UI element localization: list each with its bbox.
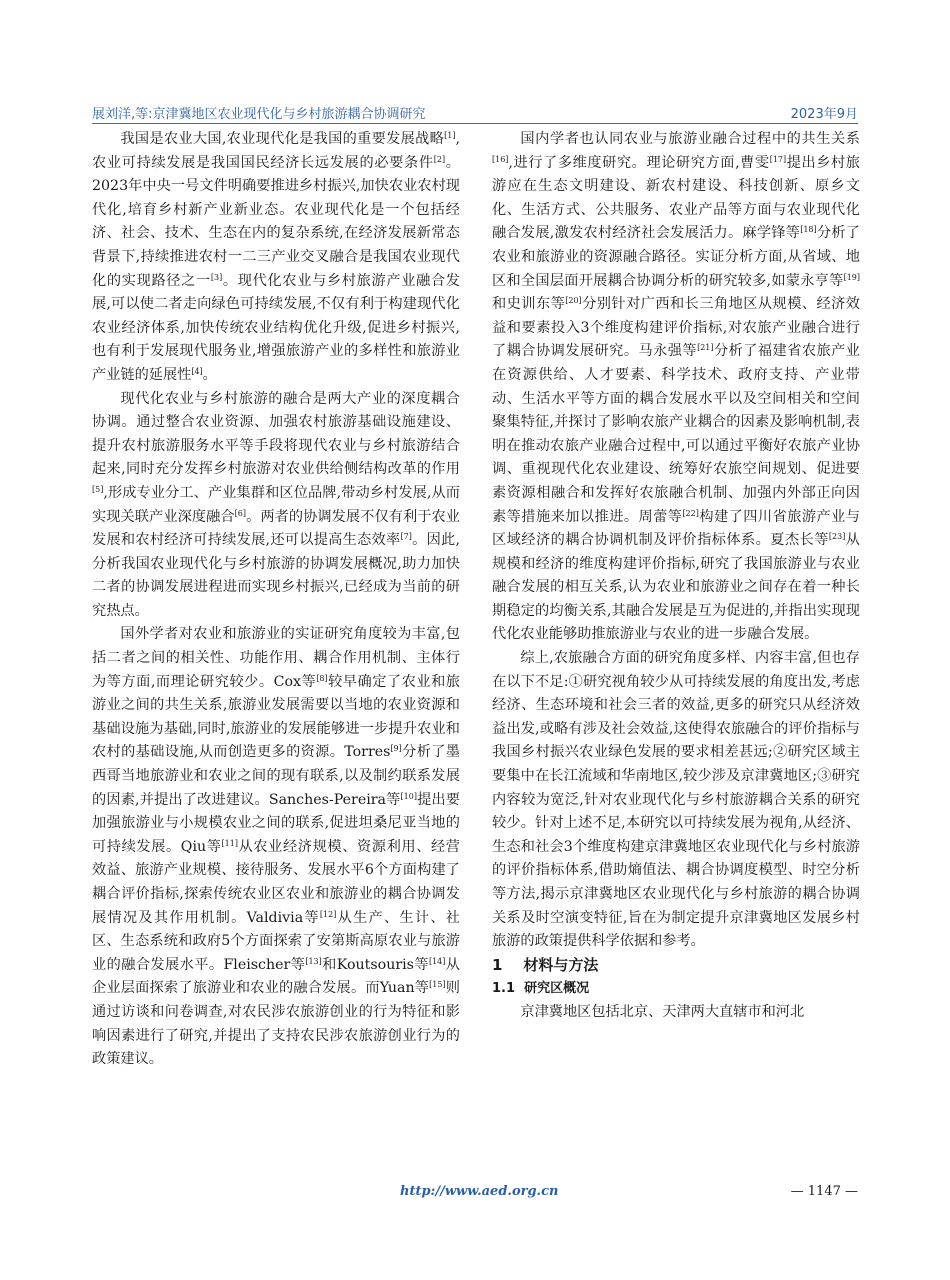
subsection-number: 1.1 xyxy=(492,981,516,997)
citation-ref: [3] xyxy=(210,272,223,282)
citation-ref: [21] xyxy=(697,343,714,353)
journal-url[interactable]: http://www.aed.org.cn xyxy=(400,1184,559,1199)
citation-ref: [20] xyxy=(565,296,582,306)
citation-ref: [15] xyxy=(429,980,446,990)
citation-ref: [1] xyxy=(444,131,456,140)
section-heading-1 xyxy=(492,954,860,978)
citation-ref: [2] xyxy=(433,154,446,164)
paragraph-4: 国内学者也认同农业与旅游业融合过程中的共生关系[16],进行了多维度研究。理论研究方面,曹雯[17]提出乡村旅游应在生态文明建设、新农村建设、科技创新、原乡文化、生活方式、公共服务、农业产品等方面与农业现代化融合发展,激发农村经济社会发展活力。麻学锋等[18]分析了农业和旅游业的资源融合路径。实证分析方面,从省域、地区和全国层面开展耦合协调分析的研究较多,如蒙永亨等[19]和史训东等[20]分别针对广西和长三角地区从规模、经济效益和要素投入3个维度构建评价指标,对农旅产业融合进行了耦合协调发展研究。马永强等[21]分析了福建省农旅产业在资源供给、人才要素、科学技术、政府支持、产业带动、生活水平等方面的耦合发展水平以及空间相关和空间聚集特征,并探讨了影响农旅产业耦合的因素及影响机制,表明在推动农旅产业融合过程中,可以通过平衡好农旅产业协调、重视现代化农业建设、统筹好农旅空间规划、促进要素资源相融合和发挥好农旅融合机制、加强内外部正向因素等措施来加以推进。周蕾等[22]构建了四川省旅游产业与区域经济的耦合协调机制及评价指标体系。夏杰长等[23]从规模和经济的维度构建评价指标,研究了我国旅游业与农业融合发展的相互关系,认为农业和旅游业之间存在着一种长期稳定的均衡关系,其融合发展是互为促进的,并指出实现现代化农业能够助推旅游业与农业的进一步融合发展。 xyxy=(492,131,860,643)
issue-date: 2023年9月 xyxy=(790,107,858,122)
subsection-title: 研究区概况 xyxy=(524,981,590,997)
citation-ref: [7] xyxy=(400,532,412,542)
citation-ref: [23] xyxy=(828,532,846,542)
paragraph-5: 综上,农旅融合方面的研究角度多样、内容丰富,但也存在以下不足:①研究视角较少从可持续发展的角度出发,考虑经济、生态环境和社会三者的效益,更多的研究只从经济效益出发,或略有涉及社会效益,这使得农旅融合的评价指标与我国乡村振兴农业绿色发展的要求相差甚远;②研究区域主要集中在长江流域和华南地区,较少涉及京津冀地区;③研究内容较为宽泛,针对农业现代化与乡村旅游耦合关系的研究较少。针对上述不足,本研究以可持续发展为视角,从经济、生态和社会3个维度构建京津冀地区农业现代化与乡村旅游的评价指标体系,借助熵值法、耦合协调度模型、时空分析等方法,揭示京津冀地区农业现代化与乡村旅游的耦合协调关系及时空演变特征,旨在为制定提升京津冀地区发展乡村旅游的政策提供科学依据和参考。 xyxy=(492,650,860,950)
left-column xyxy=(92,128,460,1072)
citation-ref: [13] xyxy=(305,956,322,966)
citation-ref: [16] xyxy=(492,154,509,164)
paragraph-1: 我国是农业大国,农业现代化是我国的重要发展战略[1],农业可持续发展是我国国民经济长远发展的必要条件[2]。2023年中央一号文件明确要推进乡村振兴,加快农业农村现代化,培育乡村新产业新业态。农业现代化是一个包括经济、社会、技术、生态在内的复杂系统,在经济发展新常态背景下,持续推进农村一二三产业交叉融合是我国农业现代化的实现路径之一[3]。现代化农业与乡村旅游产业融合发展,可以使二者走向绿色可持续发展,不仅有利于构建现代化农业经济体系,加快传统农业结构优化升级,促进乡村振兴,也有利于发展现代服务业,增强旅游产业的多样性和旅游业产业链的延展性[4]。 xyxy=(92,131,460,383)
paragraph-2: 现代化农业与乡村旅游的融合是两大产业的深度耦合协调。通过整合农业资源、加强农村旅游基础设施建设、提升农村旅游服务水平等手段将现代农业与乡村旅游结合起来,同时充分发挥乡村旅游对农业供给侧结构改革的作用[5],形成专业分工、产业集群和区位品牌,带动乡村发展,从而实现关联产业深度融合[6]。两者的协调发展不仅有利于农业发展和农村经济可持续发展,还可以提高生态效率[7]。因此,分析我国农业现代化与乡村旅游的协调发展概况,助力加快二者的协调发展进程进而实现乡村振兴,已经成为当前的研究热点。 xyxy=(92,390,460,619)
section-number: 1 xyxy=(492,955,503,974)
citation-ref: [12] xyxy=(319,909,337,919)
page-number: — 1147 — xyxy=(790,1184,858,1199)
citation-ref: [18] xyxy=(800,225,817,235)
page-footer xyxy=(92,1184,858,1204)
citation-ref: [14] xyxy=(428,956,446,966)
citation-ref: [22] xyxy=(682,508,699,518)
paragraph-3: 国外学者对农业和旅游业的实证研究角度较为丰富,包括二者之间的相关性、功能作用、耦合作用机制、主体行为等方面,而理论研究较少。Cox等[8]较早确定了农业和旅游业之间的共生关系,旅游业发展需要以当地的农业资源和基础设施为基础,同时,旅游业的发展能够进一步提升农业和农村的基础设施,从而创造更多的资源。Torres[9]分析了墨西哥当地旅游业和农业之间的现有联系,以及制约联系发展的因素,并提出了改进建议。Sanches-Pereira等[10]提出要加强旅游业与小规模农业之间的联系,促进坦桑尼亚当地的可持续发展。Qiu等[11]从农业经济规模、资源利用、经营效益、旅游产业规模、接待服务、发展水平6个方面构建了耦合评价指标,探索传统农业区农业和旅游业的耦合协调发展情况及其作用机制。Valdivia等[12]从生产、生计、社区、生态系统和政府5个方面探索了安第斯高原农业与旅游业的融合发展水平。Fleischer等[13]和Koutsouris等[14]从企业层面探索了旅游业和农业的融合发展。而Yuan等[15]则通过访谈和问卷调查,对农民涉农旅游创业的行为特征和影响因素进行了研究,并提出了支持农民涉农旅游创业行为的政策建议。 xyxy=(92,626,460,1068)
citation-ref: [11] xyxy=(221,838,238,848)
citation-ref: [8] xyxy=(316,673,328,683)
citation-ref: [5] xyxy=(92,484,104,494)
citation-ref: [4] xyxy=(191,366,203,376)
paragraph-6: 京津冀地区包括北京、天津两大直辖市和河北 xyxy=(520,1003,805,1020)
citation-ref: [10] xyxy=(400,791,417,801)
running-header xyxy=(92,101,858,124)
running-title: 展刘洋,等:京津冀地区农业现代化与乡村旅游耦合协调研究 xyxy=(92,107,426,122)
citation-ref: [17] xyxy=(769,154,787,164)
citation-ref: [6] xyxy=(234,508,246,518)
citation-ref: [9] xyxy=(390,744,402,754)
right-column xyxy=(492,128,860,1025)
section-title: 材料与方法 xyxy=(523,955,599,974)
section-heading-1-1 xyxy=(492,977,860,1001)
citation-ref: [19] xyxy=(843,272,860,282)
